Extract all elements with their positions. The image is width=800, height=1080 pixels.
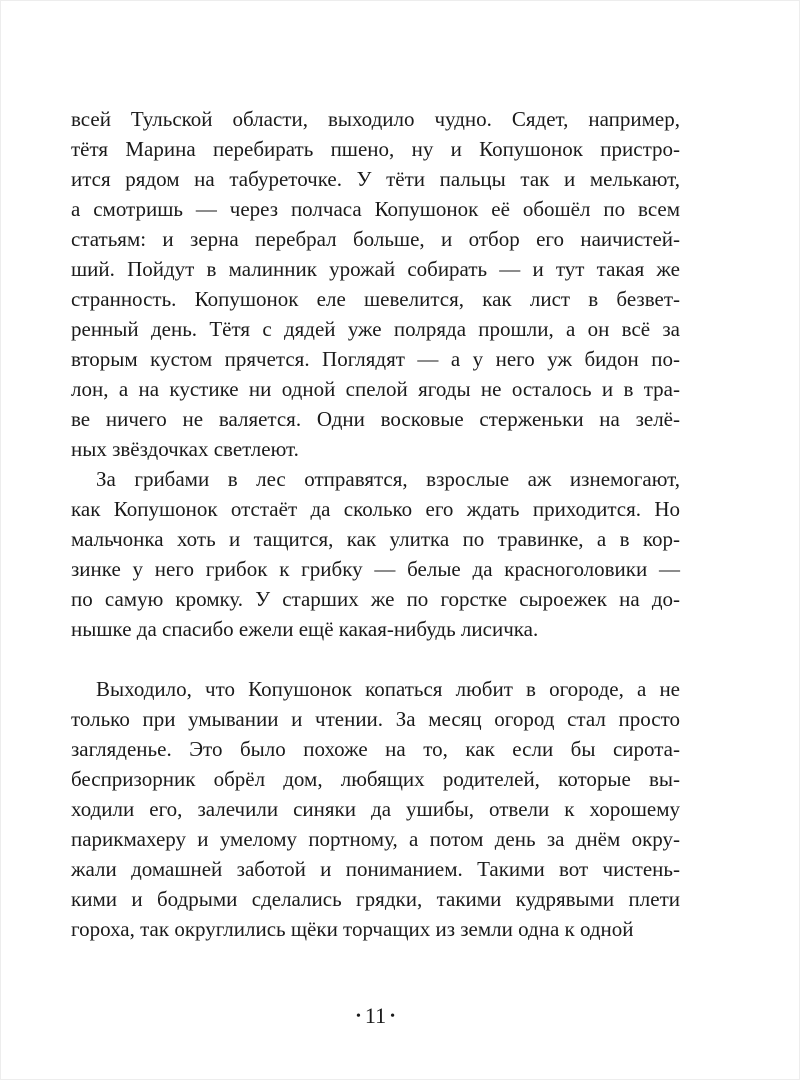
paragraph-2 xyxy=(71,464,680,644)
text-line: лон, а на кустике ни одной спелой ягоды не осталось и в тра- xyxy=(71,377,680,401)
text-line: странность. Копушонок еле шевелится, как лист в безвет- xyxy=(71,287,680,311)
text-line: загляденье. Это было похоже на то, как если бы сирота- xyxy=(71,737,680,761)
text-line: гороха, так округлились щёки торчащих из земли одна к одной xyxy=(71,917,634,941)
text-line: За грибами в лес отправятся, взрослые аж изнемогают, xyxy=(96,467,680,491)
page-footer xyxy=(71,1003,680,1030)
text-line: кими и бодрыми сделались грядки, такими кудрявыми плети xyxy=(71,887,680,911)
text-line: ве ничего не валяется. Одни восковые стерженьки на зелё- xyxy=(71,407,680,431)
text-block xyxy=(71,104,680,944)
text-line: вторым кустом прячется. Поглядят — а у него уж бидон по- xyxy=(71,347,680,371)
text-line: только при умывании и чтении. За месяц огород стал просто xyxy=(71,707,680,731)
text-line: жали домашней заботой и пониманием. Такими вот чистень- xyxy=(71,857,680,881)
text-line: ходили его, залечили синяки да ушибы, отвели к хорошему xyxy=(71,797,680,821)
text-line: парикмахеру и умелому портному, а потом день за днём окру- xyxy=(71,827,680,851)
text-line: ший. Пойдут в малинник урожай собирать — и тут такая же xyxy=(71,257,680,281)
text-line: всей Тульской области, выходило чудно. Сядет, например, xyxy=(71,107,680,131)
text-line: тётя Марина перебирать пшено, ну и Копушонок пристро- xyxy=(71,137,680,161)
text-line: мальчонка хоть и тащится, как улитка по травинке, а в кор- xyxy=(71,527,680,551)
footer-bullet-left: • xyxy=(356,1009,361,1024)
text-line: ится рядом на табуреточке. У тёти пальцы так и мелькают, xyxy=(71,167,680,191)
text-line: ренный день. Тётя с дядей уже полряда прошли, а он всё за xyxy=(71,317,680,341)
paragraph-3 xyxy=(71,674,680,944)
text-line: по самую кромку. У старших же по горстке сыроежек на до- xyxy=(71,587,680,611)
text-line: статьям: и зерна перебрал больше, и отбор его наичистей- xyxy=(71,227,680,251)
text-line: зинке у него грибок к грибку — белые да красноголовики — xyxy=(71,557,680,581)
paragraph-1 xyxy=(71,104,680,464)
text-line: а смотришь — через полчаса Копушонок её обошёл по всем xyxy=(71,197,680,221)
text-line: беспризорник обрёл дом, любящих родителей, которые вы- xyxy=(71,767,680,791)
text-line: Выходило, что Копушонок копаться любит в огороде, а не xyxy=(96,677,680,701)
text-line: как Копушонок отстаёт да сколько его ждать приходится. Но xyxy=(71,497,680,521)
text-line: ных звёздочках светлеют. xyxy=(71,437,299,461)
footer-bullet-right: • xyxy=(390,1009,395,1024)
text-line: нышке да спасибо ежели ещё какая-нибудь лисичка. xyxy=(71,617,539,641)
page-number: 11 xyxy=(364,1003,387,1028)
